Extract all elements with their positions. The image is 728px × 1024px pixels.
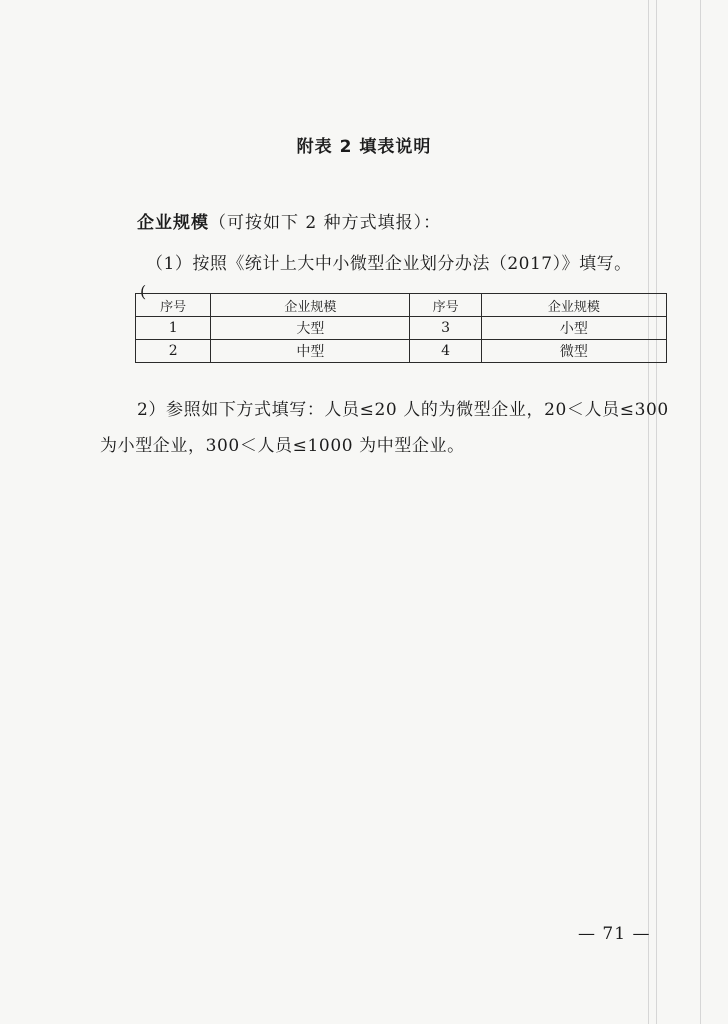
table-header-cell: 序号 xyxy=(410,294,481,317)
table-cell: 2 xyxy=(136,340,211,363)
table-header-cell: 序号 xyxy=(136,294,211,317)
table-cell: 大型 xyxy=(211,317,410,340)
table-cell: 微型 xyxy=(481,340,666,363)
enterprise-scale-table xyxy=(135,293,667,363)
heading-note: （可按如下 2 种方式填报）： xyxy=(209,213,442,233)
heading-label: 企业规模 xyxy=(137,213,209,233)
page-number: — 71 — xyxy=(578,924,651,944)
enterprise-scale-heading xyxy=(137,208,441,233)
table-cell: 3 xyxy=(410,317,481,340)
table-cell: 1 xyxy=(136,317,211,340)
method-2-text: 2）参照如下方式填写：人员≤20 人的为微型企业，20＜人员≤300 为小型企业，300＜人员≤1000 为中型企业。 xyxy=(100,400,669,456)
table-cell: 中型 xyxy=(211,340,410,363)
stray-mark: ( xyxy=(140,282,147,301)
table-row xyxy=(136,317,667,340)
table-header-row xyxy=(136,294,667,317)
table-cell: 小型 xyxy=(481,317,666,340)
table-header-cell: 企业规模 xyxy=(211,294,410,317)
table-header-cell: 企业规模 xyxy=(481,294,666,317)
table-cell: 4 xyxy=(410,340,481,363)
method-1-text: （1）按照《统计上大中小微型企业划分办法（2017）》填写。 xyxy=(146,254,632,274)
table-row xyxy=(136,340,667,363)
page-title: 附表 2 填表说明 xyxy=(296,137,432,157)
